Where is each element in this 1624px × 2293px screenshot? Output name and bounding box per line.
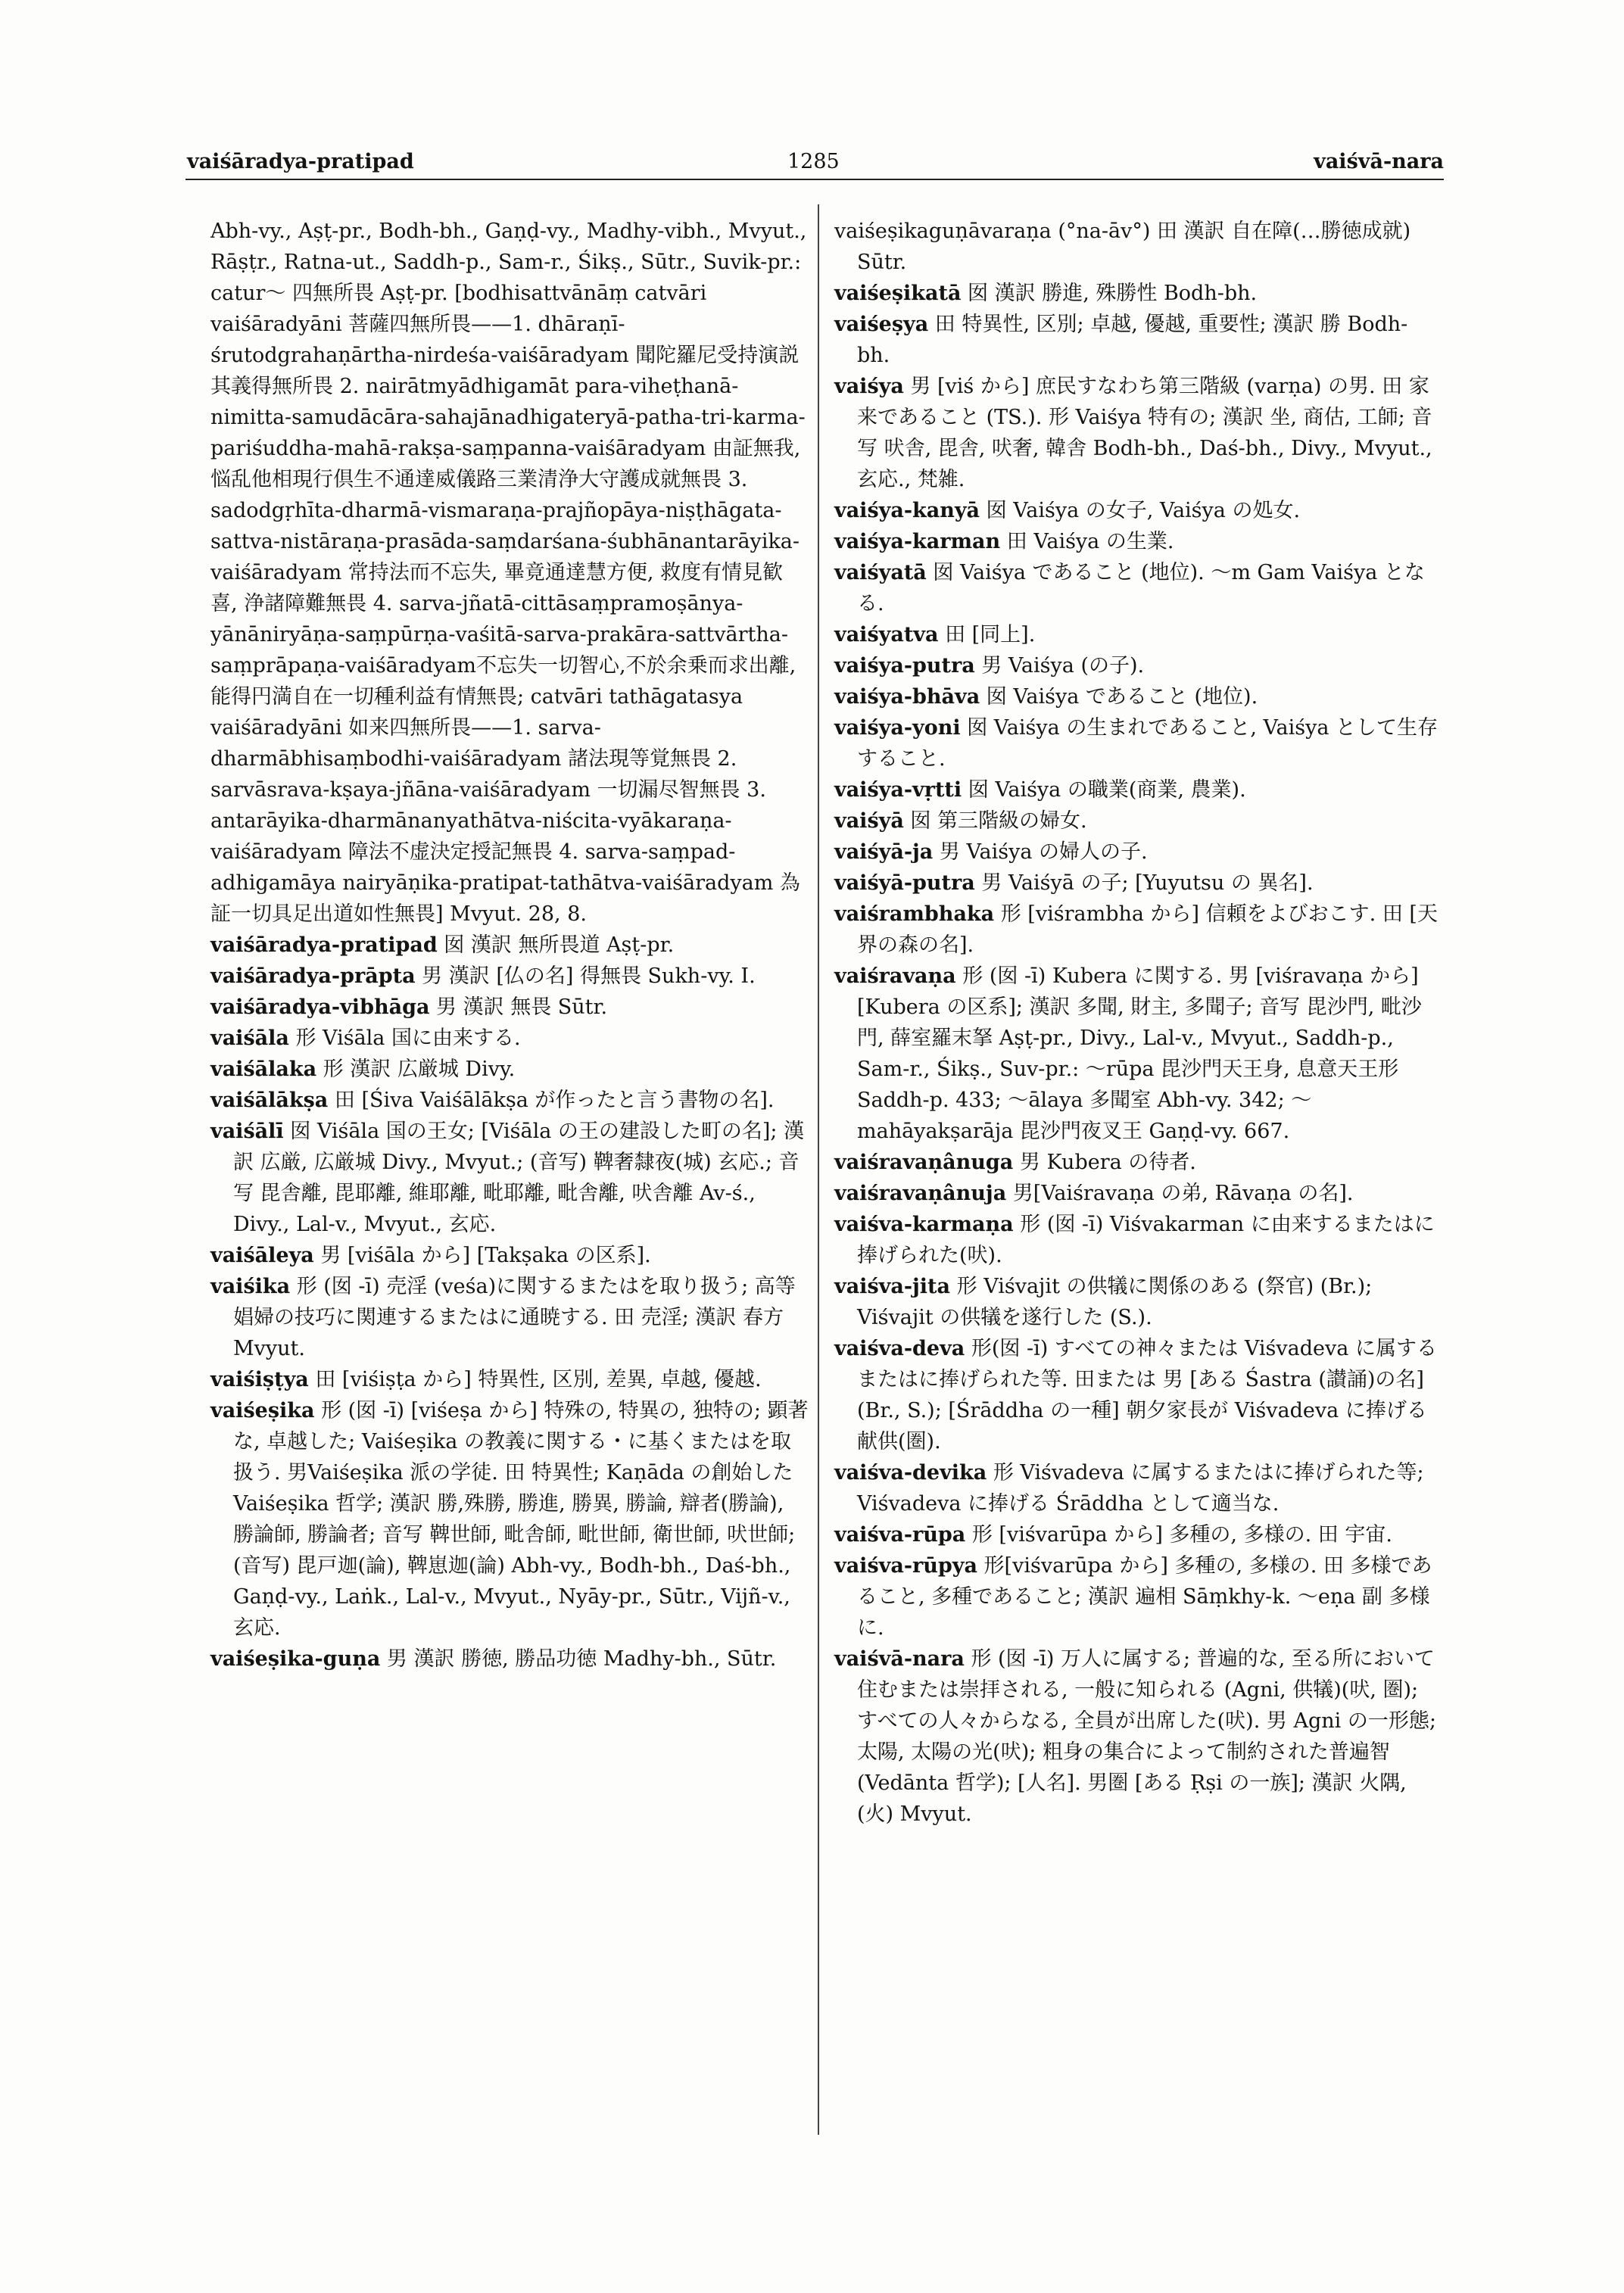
entry-text: 男 Vaiśya の婦人の子.: [933, 840, 1148, 864]
entry-text: vaiśeṣikaguṇāvaraṇa (°na-āv°) 田 漢訳 自在障(…勝徳成就) Sūtr.: [834, 220, 1417, 274]
dictionary-entry: [834, 650, 1440, 681]
headword: vaiśva-karmaṇa: [834, 1213, 1014, 1236]
entry-text: 囡 Viśāla 国の王女; [Viśāla の王の建設した町の名]; 漢訳 広厳, 広厳城 Divy., Mvyut.; (音写) 鞞奢隸夜(城) 玄応.; 音写 毘舎離, 毘耶離, 維耶離, 毗耶離, 毗舎離, 吠舎離 Av-ś., Divy., Lal-v., Mvyut., 玄応.: [233, 1120, 805, 1236]
headword: vaiśya-yoni: [834, 716, 961, 740]
entry-text: 田 特異性, 区別; 卓越, 優越, 重要性; 漢訳 勝 Bodh-bh.: [857, 313, 1408, 367]
entry-text: 田 [同上].: [938, 623, 1036, 646]
entry-text: 囡 第三階級の婦女.: [903, 809, 1087, 833]
dictionary-entry: [834, 774, 1440, 805]
headword: vaiśya-bhāva: [834, 685, 980, 709]
dictionary-entry: [210, 992, 809, 1023]
dictionary-entry: [834, 1457, 1440, 1519]
entry-text: 田 [viśiṣṭa から] 特異性, 区別, 差異, 卓越, 優越.: [308, 1368, 762, 1391]
entry-text: 男 漢訳 無畏 Sūtr.: [429, 995, 608, 1019]
dictionary-entry: [210, 1240, 809, 1271]
header-left-guideword: vaiśāradya-pratipad: [187, 150, 414, 173]
entry-text: 囡 Vaiśya の生まれであること, Vaiśya として生存すること.: [857, 716, 1439, 771]
headword: vaiśeṣya: [834, 313, 929, 336]
dictionary-entry: [210, 961, 809, 992]
entry-text: 囡 Vaiśya であること (地位). 〜m Gam Vaiśya となる.: [857, 561, 1425, 615]
headword: vaiśva-devika: [834, 1461, 987, 1485]
entry-text: 形 Viśāla 国に由来する.: [288, 1027, 521, 1050]
headword: vaiśya-karman: [834, 530, 1001, 553]
dictionary-entry: [834, 1178, 1440, 1209]
entry-text: 囡 漢訳 勝進, 殊勝性 Bodh-bh.: [961, 282, 1258, 305]
dictionary-entry: [834, 216, 1440, 278]
dictionary-entry: [834, 681, 1440, 712]
header-right-guideword: vaiśvā-nara: [1314, 150, 1444, 173]
entry-text: 囡 漢訳 無所畏道 Aṣṭ-pr.: [437, 933, 675, 957]
dictionary-entry: [210, 1116, 809, 1240]
entry-text: 形 (囡 -ī) 売淫 (veśa)に関するまたはを取り扱う; 高等娼婦の技巧に関連するまたはに通暁する. 田 売淫; 漢訳 春方 Mvyut.: [233, 1275, 796, 1360]
headword: vaiśyā: [834, 809, 904, 833]
headword: vaiśeṣikatā: [834, 282, 962, 305]
dictionary-entry: [210, 1054, 809, 1085]
headword: vaiśālākṣa: [210, 1089, 329, 1112]
headword: vaiśva-jita: [834, 1275, 951, 1298]
dictionary-entry: [834, 309, 1440, 371]
header-rule: [185, 179, 1444, 180]
entry-text: 男 Vaiśya (の子).: [974, 654, 1145, 678]
headword: vaiśāleya: [210, 1244, 314, 1267]
headword: vaiśravaṇânuga: [834, 1151, 1014, 1174]
headword: vaiśika: [210, 1275, 291, 1298]
headword: vaiśāradya-vibhāga: [210, 995, 430, 1019]
entry-text: 形 (囡 -ī) Kubera に関する. 男 [viśravaṇa から][Kubera の区系]; 漢訳 多聞, 財主, 多聞子; 音写 毘沙門, 毗沙門, 薛室羅末拏 Aṣṭ-pr., Divy., Lal-v., Mvyut., Saddh-p., Sam-r., Śikṣ., Suv-pr.: 〜rūpa 毘沙門天王身, 息意天王形 Saddh-p. 433; 〜ālaya 多聞室 Abh-vy. 342; 〜mahāyakṣarāja 毘沙門夜叉王 Gaṇḍ-vy. 667.: [857, 964, 1422, 1143]
headword: vaiśyā-putra: [834, 871, 975, 895]
headword: vaiśyatva: [834, 623, 939, 646]
dictionary-entry: [834, 1271, 1440, 1333]
headword: vaiśeṣika: [210, 1399, 315, 1422]
entry-text: 男 漢訳 [仏の名] 得無畏 Sukh-vy. I.: [415, 964, 756, 988]
dictionary-entry: [834, 1333, 1440, 1457]
headword: vaiśva-deva: [834, 1337, 965, 1360]
headword: vaiśravaṇânuja: [834, 1182, 1007, 1205]
dictionary-entry: [834, 837, 1440, 868]
headword: vaiśva-rūpya: [834, 1554, 977, 1578]
entry-text: 男 漢訳 勝徳, 勝品功徳 Madhy-bh., Sūtr.: [380, 1647, 777, 1671]
headword: vaiśyā-ja: [834, 840, 934, 864]
entry-text: 男 [viś から] 庶民すなわち第三階級 (varṇa) の男. 田 家来であること (TS.). 形 Vaiśya 特有の; 漢訳 坐, 商估, 工師; 音写 吠舎, 毘舎, 吠奢, 韓舎 Bodh-bh., Daś-bh., Divy., Mvyut., 玄応., 梵雑.: [857, 375, 1439, 491]
headword: vaiśya-vṛtti: [834, 778, 962, 802]
dictionary-entry: [834, 495, 1440, 526]
dictionary-entry: [210, 930, 809, 961]
dictionary-entry: [834, 371, 1440, 495]
headword: vaiśāla: [210, 1027, 289, 1050]
headword: vaiśva-rūpa: [834, 1523, 966, 1547]
entry-text: 形 (囡 -ī) 万人に属する; 普遍的な, 至る所において住むまたは崇拝される, 一般に知られる (Agni, 供犠)(吠, 圏); すべての人々からなる, 全員が出席した(吠). 男 Agni の一形態; 太陽, 太陽の光(吠); 粗身の集合によって制約された普遍智 (Vedānta 哲学); [人名]. 男圏 [ある Ṛṣi の一族]; 漢訳 火隅, (火) Mvyut.: [857, 1647, 1443, 1826]
entry-text: 囡 Vaiśya であること (地位).: [980, 685, 1258, 709]
headword: vaiśravaṇa: [834, 964, 956, 988]
dictionary-entry: [210, 1271, 809, 1364]
page-number: 1285: [787, 150, 840, 173]
dictionary-entry: [834, 278, 1440, 309]
headword: vaiśeṣika-guṇa: [210, 1647, 381, 1671]
entry-text: 形 (囡 -ī) Viśvakarman に由来するまたはに捧げられた(吠).: [857, 1213, 1435, 1267]
headword: vaiśya-kanyā: [834, 499, 980, 522]
dictionary-entry: [834, 1550, 1440, 1643]
dictionary-entry: [834, 1519, 1440, 1550]
headword: vaiśya: [834, 375, 904, 398]
dictionary-entry: [210, 1395, 809, 1643]
entry-text: 囡 Vaiśya の職業(商業, 農業).: [962, 778, 1246, 802]
column-divider: [818, 204, 819, 2135]
dictionary-entry: [210, 1643, 809, 1675]
dictionary-entry: [834, 619, 1440, 650]
headword: vaiśrambhaka: [834, 902, 995, 926]
dictionary-entry: [834, 1643, 1443, 1830]
dictionary-entry: [834, 526, 1440, 557]
running-header: [0, 150, 1624, 188]
entry-text: 形 [viśrambha から] 信頼をよびおこす. 田 [天界の森の名].: [857, 902, 1438, 957]
headword: vaiśālaka: [210, 1058, 317, 1081]
entry-text: 男 Vaiśyā の子; [Yuyutsu の 異名].: [974, 871, 1314, 895]
dictionary-entry: [210, 1364, 809, 1395]
entry-text: 形 Viśvajit の供犠に関係のある (祭官) (Br.); Viśvajit の供犠を遂行した (S.).: [857, 1275, 1379, 1329]
entry-text: 男 [viśāla から] [Takṣaka の区系].: [313, 1244, 651, 1267]
headword: vaiśya-putra: [834, 654, 975, 678]
dictionary-entry: [210, 1023, 809, 1054]
dictionary-entry: [834, 899, 1440, 961]
dictionary-entry: [834, 1147, 1440, 1178]
entry-text: 形 Viśvadeva に属するまたはに捧げられた等; Viśvadeva に捧げる Śrāddha として適当な.: [857, 1461, 1431, 1516]
headword: vaiśiṣṭya: [210, 1368, 309, 1391]
entry-text: 男 Kubera の待者.: [1013, 1151, 1196, 1174]
dictionary-entry: [834, 805, 1440, 837]
dictionary-entry: [834, 868, 1440, 899]
entry-text: 田 [Śiva Vaiśālākṣa が作ったと言う書物の名].: [328, 1089, 775, 1112]
right-column: [834, 216, 1443, 1830]
dictionary-entry: [834, 961, 1440, 1147]
left-column: [210, 216, 813, 1675]
entry-text: 形 [viśvarūpa から] 多種の, 多様の. 田 宇宙.: [965, 1523, 1392, 1547]
entry-text: 男[Vaiśravaṇa の弟, Rāvaṇa の名].: [1006, 1182, 1354, 1205]
headword: vaiśālī: [210, 1120, 284, 1143]
entry-text: 形(囡 -ī) すべての神々または Viśvadeva に属するまたはに捧げられた等. 田または 男 [ある Śastra (讃誦)の名] (Br., S.); [Śrāddha の一種] 朝夕家長が Viśvadeva に捧げる献供(圏).: [857, 1337, 1437, 1453]
entry-text: Abh-vy., Aṣṭ-pr., Bodh-bh., Gaṇḍ-vy., Madhy-vibh., Mvyut., Rāṣṭr., Ratna-ut., Saddh-p., Sam-r., Śikṣ., Sūtr., Suvik-pr.: catur〜 四無所畏 Aṣṭ-pr. [bodhisattvānāṃ catvāri vaiśāradyāni 菩薩四無所畏——1. dhāraṇī-śrutodgrahaṇārtha-nirdeśa-vaiśāradyam 聞陀羅尼受持演説其義得無所畏 2. nairātmyādhigamāt para-viheṭhanā-nimitta-samudācāra-sahajānadhigateryā-patha-tri-karma-pariśuddha-mahā-rakṣa-saṃpanna-vaiśāradyam 由証無我, 悩乱他相現行倶生不通達威儀路三業清浄大守護成就無畏 3. sadodgṛhīta-dharmā-vismaraṇa-prajñopāya-niṣṭhāgata-sattva-nistāraṇa-prasāda-saṃdarśana-śubhānantarāyika-vaiśāradyam 常持法而不忘失, 畢竟通達慧方便, 救度有情見歓喜, 浄諸障難無畏 4. sarva-jñatā-cittāsaṃpramoṣānya-yānāniryāṇa-saṃpūrṇa-vaśitā-sarva-prakāra-sattvārtha-saṃprāpaṇa-vaiśāradyam不忘失一切智心,不於余乗而求出離,能得円満自在一切種利益有情無畏; catvāri tathāgatasya vaiśāradyāni 如来四無所畏——1. sarva-dharmābhisaṃbodhi-vaiśāradyam 諸法現等覚無畏 2. sarvāsrava-kṣaya-jñāna-vaiśāradyam 一切漏尽智無畏 3. antarāyika-dharmānanyathātva-niścita-vyākaraṇa-vaiśāradyam 障法不虚決定授記無畏 4. sarva-saṃpad-adhigamāya nairyāṇika-pratipat-tathātva-vaiśāradyam 為証一切具足出道如性無畏] Mvyut. 28, 8.: [210, 220, 813, 926]
dictionary-entry: [834, 712, 1440, 774]
headword: vaiśāradya-prāpta: [210, 964, 416, 988]
continued-entry: [210, 216, 813, 930]
dictionary-entry: [834, 557, 1440, 619]
entry-text: 形[viśvarūpa から] 多種の, 多様の. 田 多様であること, 多種であること; 漢訳 遍相 Sāṃkhy-k. 〜eṇa 副 多様に.: [857, 1554, 1432, 1640]
entry-text: 形 (囡 -ī) [viśeṣa から] 特殊の, 特異の, 独特の; 顕著な, 卓越した; Vaiśeṣika の教義に関する・に基くまたはを取扱う. 男Vaiśeṣika 派の学徒. 田 特異性; Kaṇāda の創始した Vaiśeṣika 哲学; 漢訳 勝,殊勝, 勝進, 勝異, 勝論, 辯者(勝論), 勝論師, 勝論者; 音写 鞞世師, 毗舎師, 毗世師, 衛世師, 吠世師; (音写) 毘戸迦(論), 鞞崽迦(論) Abh-vy., Bodh-bh., Daś-bh., Gaṇḍ-vy., Laṅk., Lal-v., Mvyut., Nyāy-pr., Sūtr., Vijñ-v., 玄応.: [233, 1399, 809, 1640]
headword: vaiśvā-nara: [834, 1647, 965, 1671]
entry-text: 田 Vaiśya の生業.: [1000, 530, 1174, 553]
dictionary-entry: [210, 1085, 809, 1116]
entry-text: 形 漢訳 広厳城 Divy.: [316, 1058, 516, 1081]
entry-text: 囡 Vaiśya の女子, Vaiśya の処女.: [980, 499, 1301, 522]
dictionary-entry: [834, 1209, 1440, 1271]
headword: vaiśyatā: [834, 561, 927, 584]
headword: vaiśāradya-pratipad: [210, 933, 438, 957]
